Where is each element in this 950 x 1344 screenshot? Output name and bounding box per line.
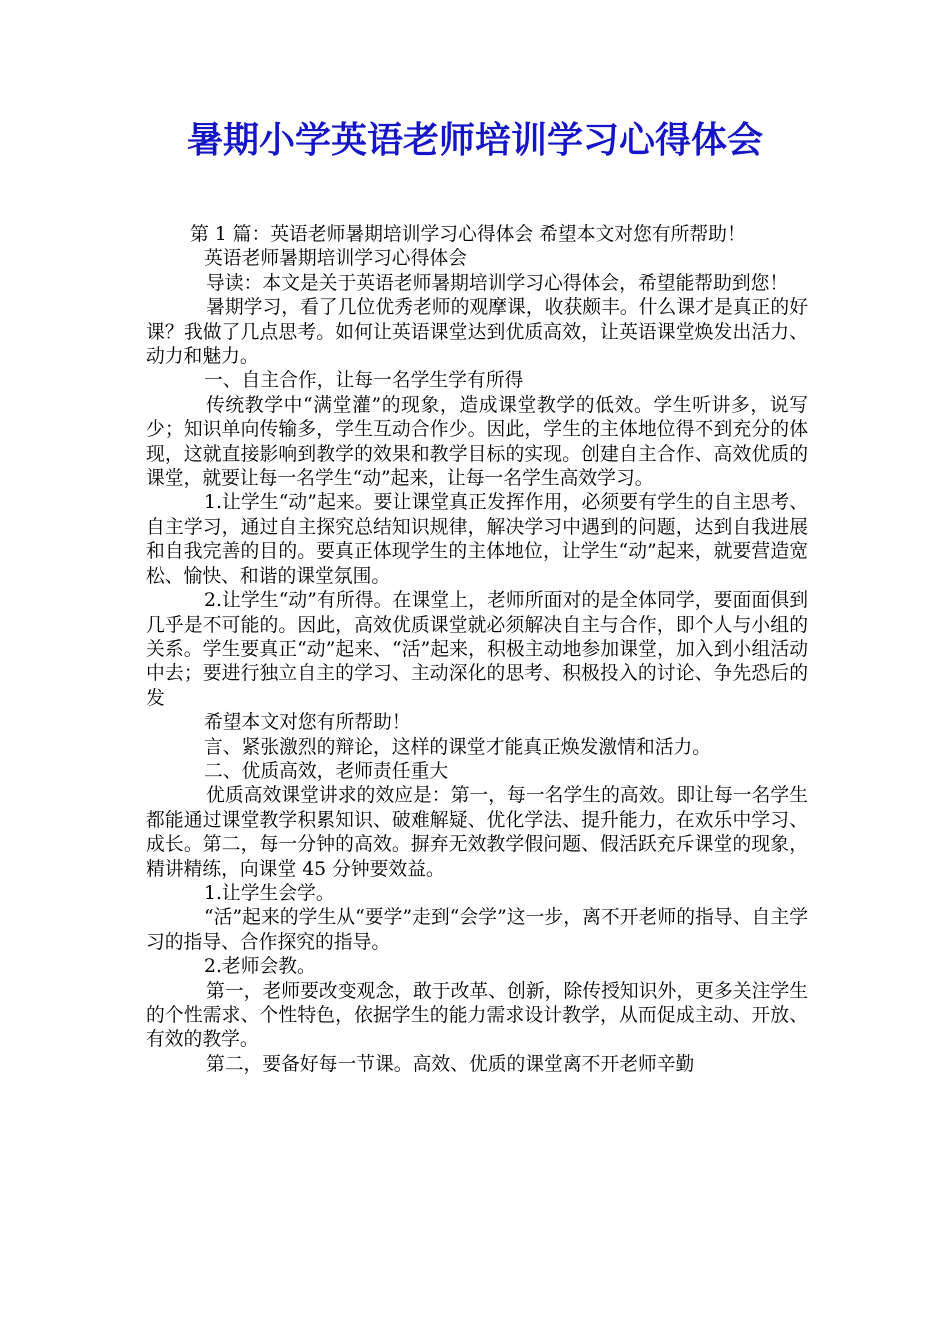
paragraph: 第二，要备好每一节课。高效、优质的课堂离不开老师辛勤 [206, 1053, 695, 1075]
document-title: 暑期小学英语老师培训学习心得体会 [186, 120, 763, 161]
paragraph: 2.老师会教。 [204, 956, 316, 978]
paragraph: 第一，老师要改变观念，敢于改革、创新，除传授知识外，更多关注学生的个性需求、个性特色，依据学生的能力需求设计教学，从而促成主动、开放、有效的教学。 [146, 980, 808, 1051]
paragraph: 英语老师暑期培训学习心得体会 [204, 248, 467, 270]
section-heading: 二、优质高效，老师责任重大 [204, 760, 449, 782]
paragraph: 言、紧张激烈的辩论，这样的课堂才能真正焕发激情和活力。 [204, 736, 712, 758]
paragraph: 传统教学中“满堂灌”的现象，造成课堂教学的低效。学生听讲多，说写少；知识单向传输多，学生互动合作少。因此，学生的主体地位得不到充分的体现，这就直接影响到教学的效果和教学目标的实现。创建自主合作、高效优质的课堂，就要让每一名学生“动”起来，让每一名学生高效学习。 [146, 394, 808, 490]
paragraph: 2.让学生“动”有所得。在课堂上，老师所面对的是全体同学，要面面俱到几乎是不可能的。因此，高效优质课堂就必须解决自主与合作，即个人与小组的关系。学生要真正“动”起来、“活”起来，积极主动地参加课堂，加入到小组活动中去；要进行独立自主的学习、主动深化的思考、积极投入的讨论、争先恐后的发 [146, 590, 808, 709]
section-heading: 一、自主合作，让每一名学生学有所得 [204, 370, 524, 392]
paragraph: 优质高效课堂讲求的效应是：第一，每一名学生的高效。即让每一名学生都能通过课堂教学积累知识、破难解疑、优化学法、提升能力，在欢乐中学习、成长。第二，每一分钟的高效。摒弃无效教学假问题、假活跃充斥课堂的现象，精讲精练，向课堂 45 分钟要效益。 [146, 785, 808, 880]
document-body [146, 223, 808, 1077]
paragraph: 第 1 篇：英语老师暑期培训学习心得体会 希望本文对您有所帮助！ [190, 224, 746, 245]
paragraph: 1.让学生会学。 [204, 882, 335, 904]
paragraph: “活”起来的学生从“要学”走到“会学”这一步，离不开老师的指导、自主学习的指导、合作探究的指导。 [146, 907, 808, 953]
paragraph: 1.让学生“动”起来。要让课堂真正发挥作用，必须要有学生的自主思考、自主学习，通过自主探究总结知识规律，解决学习中遇到的问题，达到自我进展和自我完善的目的。要真正体现学生的主体地位，让学生“动”起来，就要营造宽松、愉快、和谐的课堂氛围。 [146, 492, 808, 587]
paragraph: 暑期学习，看了几位优秀老师的观摩课，收获颇丰。什么课才是真正的好课？我做了几点思考。如何让英语课堂达到优质高效，让英语课堂焕发出活力、动力和魅力。 [146, 297, 808, 368]
paragraph: 希望本文对您有所帮助！ [204, 712, 411, 734]
paragraph: 导读：本文是关于英语老师暑期培训学习心得体会，希望能帮助到您！ [206, 272, 789, 294]
